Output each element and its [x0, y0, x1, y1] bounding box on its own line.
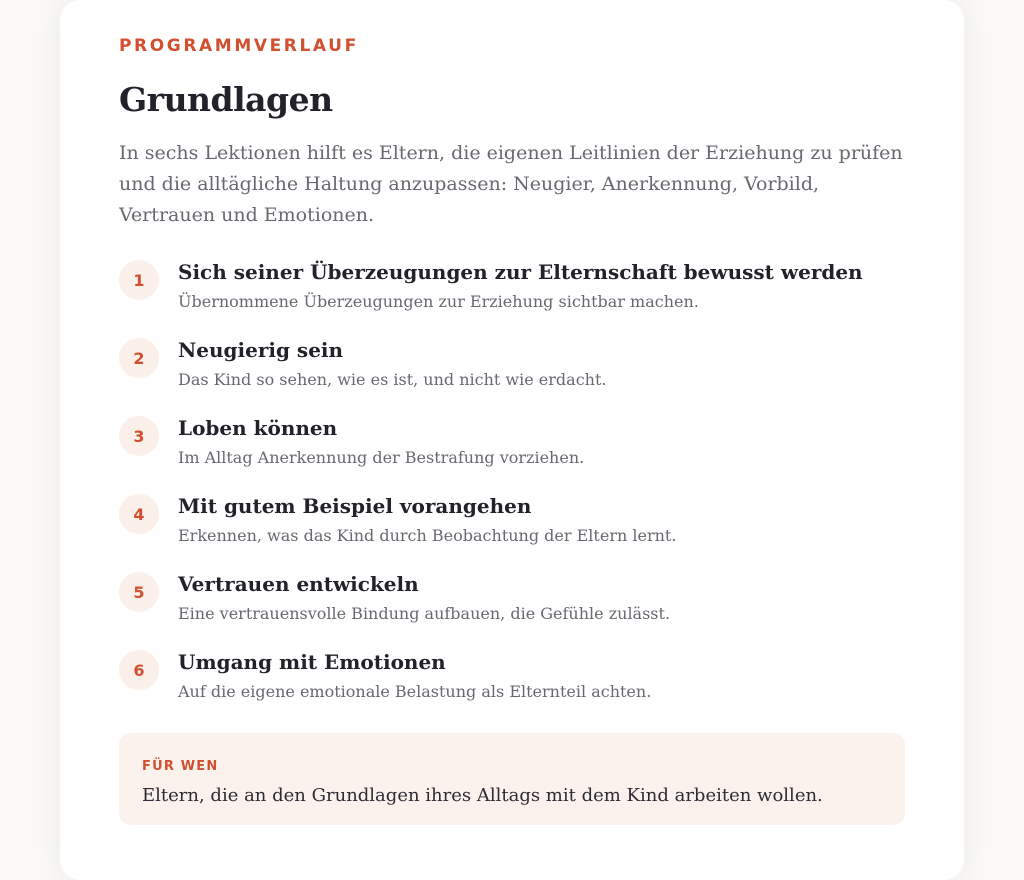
lesson-item — [119, 334, 919, 412]
lesson-number-badge: 2 — [119, 338, 159, 378]
lesson-title: Loben können — [178, 416, 338, 440]
lesson-number-badge: 1 — [119, 260, 159, 300]
lesson-title: Mit gutem Beispiel vorangehen — [178, 494, 532, 518]
section-eyebrow: PROGRAMMVERLAUF — [119, 36, 359, 56]
lesson-title: Vertrauen entwickeln — [178, 572, 419, 596]
lesson-title: Neugierig sein — [178, 338, 344, 362]
lesson-item — [119, 412, 919, 490]
lesson-description: Eine vertrauensvolle Bindung aufbauen, die Gefühle zulässt. — [178, 604, 671, 623]
audience-text: Eltern, die an den Grundlagen ihres Alltags mit dem Kind arbeiten wollen. — [142, 785, 823, 806]
lesson-description: Übernommene Überzeugungen zur Erziehung sichtbar machen. — [178, 292, 699, 311]
lesson-item — [119, 568, 919, 646]
lesson-number-badge: 4 — [119, 494, 159, 534]
lesson-item — [119, 490, 919, 568]
lesson-description: Auf die eigene emotionale Belastung als Elternteil achten. — [178, 682, 652, 701]
page-title: Grundlagen — [119, 80, 333, 119]
lesson-description: Erkennen, was das Kind durch Beobachtung der Eltern lernt. — [178, 526, 677, 545]
lesson-title: Umgang mit Emotionen — [178, 650, 446, 674]
audience-box — [119, 733, 905, 825]
lesson-number-badge: 3 — [119, 416, 159, 456]
lesson-list — [119, 256, 919, 724]
intro-text: In sechs Lektionen hilft es Eltern, die eigenen Leitlinien der Erziehung zu prüfen und die alltägliche Haltung anzupassen: Neugier, Anerkennung, Vorbild, Vertrauen und Emotionen. — [119, 142, 903, 226]
lesson-description: Im Alltag Anerkennung der Bestrafung vorziehen. — [178, 448, 585, 467]
lesson-item — [119, 646, 919, 724]
lesson-number-badge: 5 — [119, 572, 159, 612]
lesson-title: Sich seiner Überzeugungen zur Elternschaft bewusst werden — [178, 260, 863, 284]
audience-label: FÜR WEN — [142, 759, 219, 774]
lesson-item — [119, 256, 919, 334]
lesson-description: Das Kind so sehen, wie es ist, und nicht wie erdacht. — [178, 370, 607, 389]
lesson-number-badge: 6 — [119, 650, 159, 690]
